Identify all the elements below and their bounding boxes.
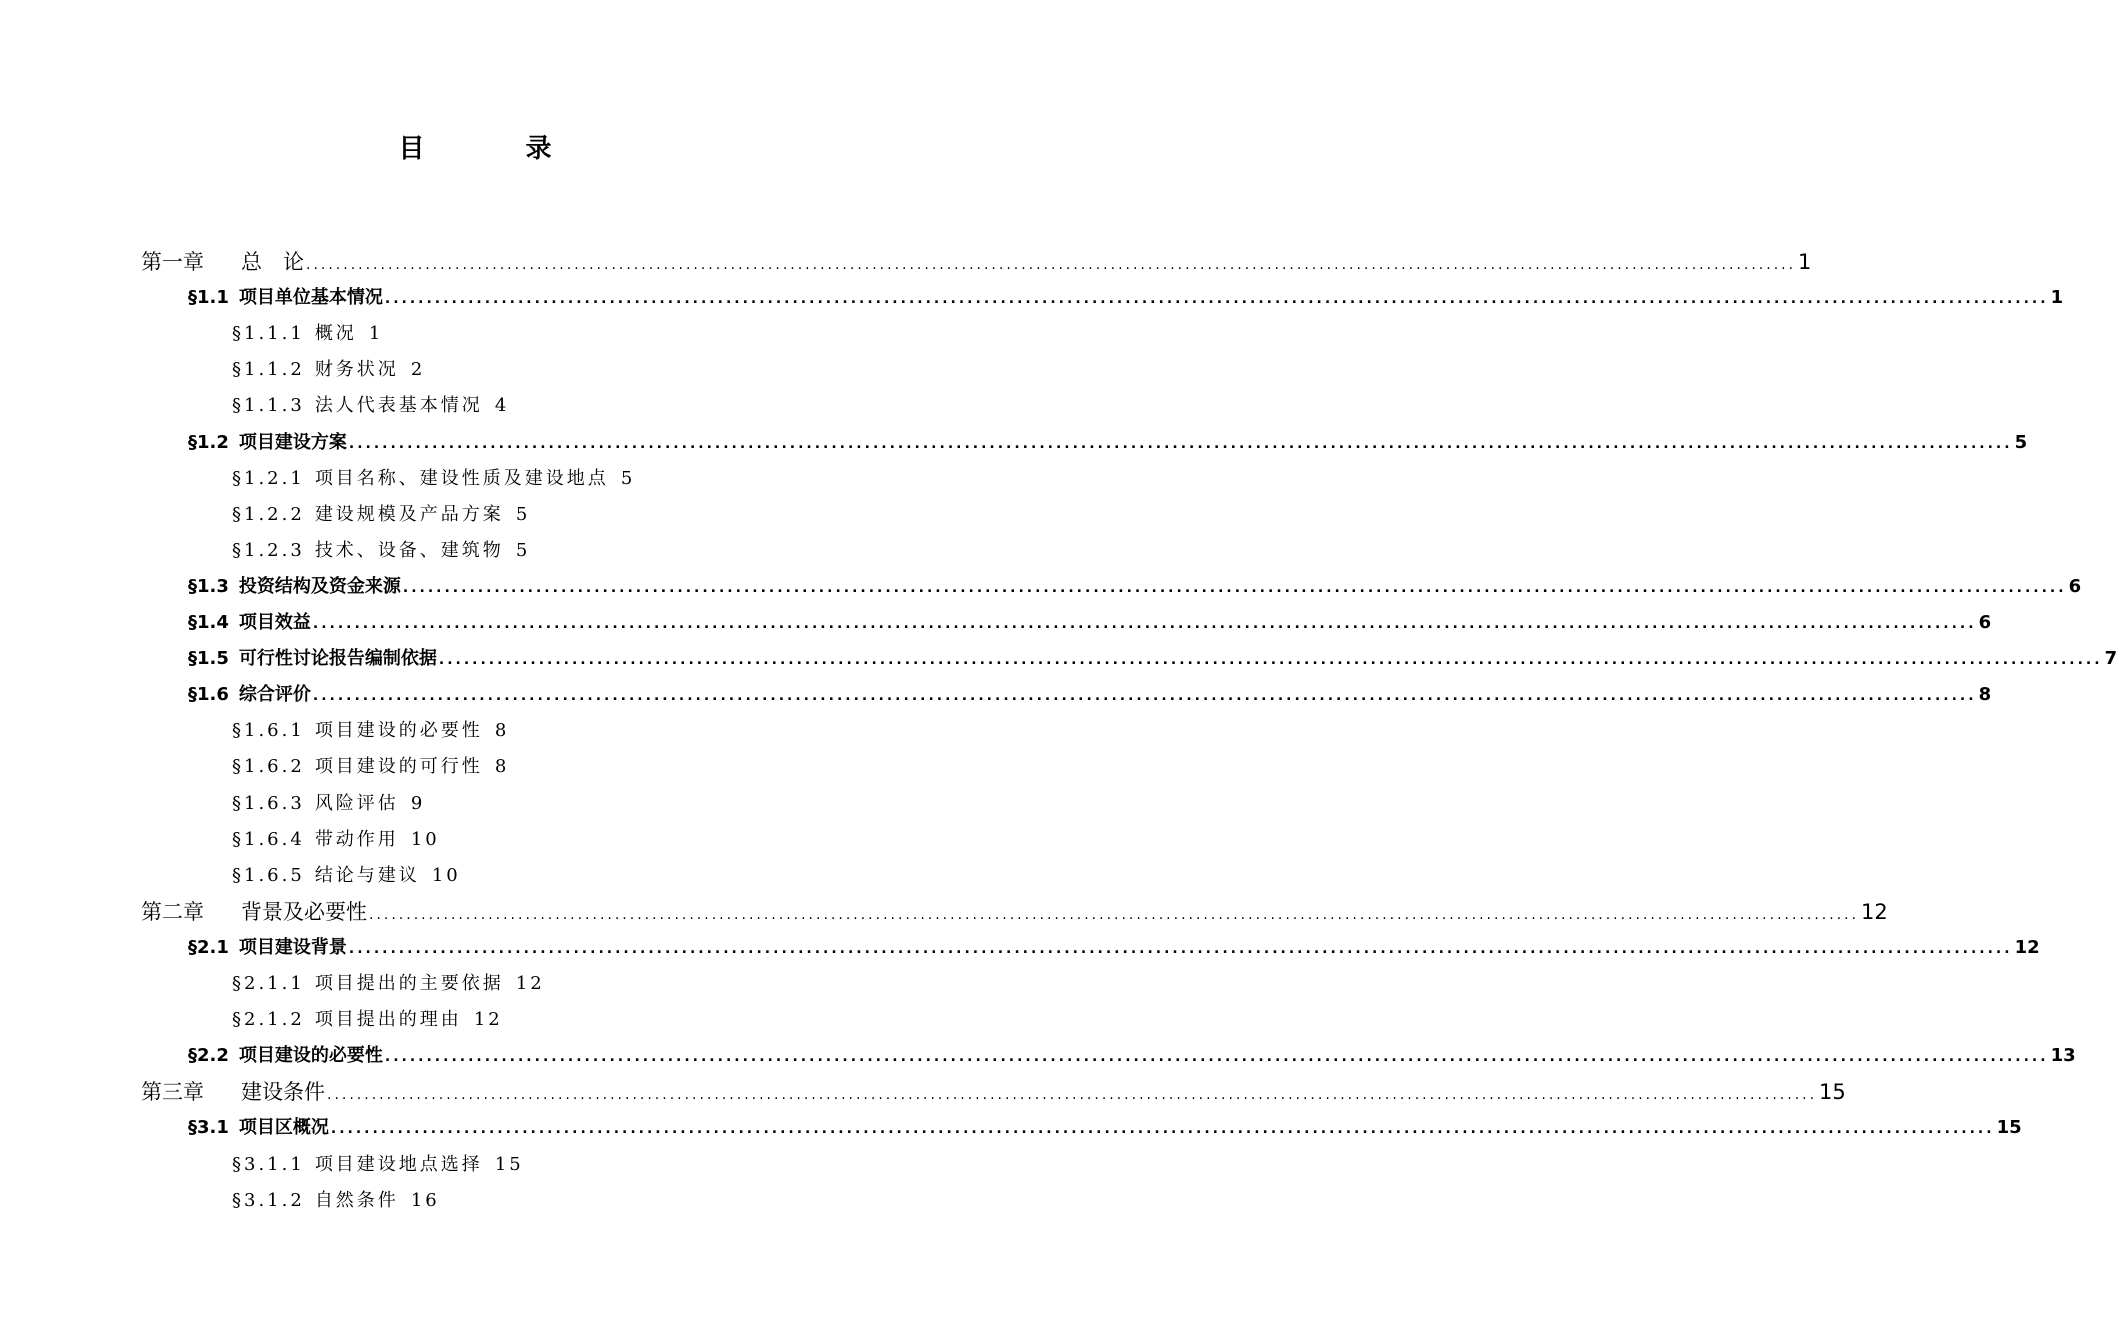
toc-entry-sub[interactable] — [232, 1147, 524, 1183]
toc-entry-number: §1.6.1 — [232, 720, 305, 742]
toc-page-number: 12 — [515, 973, 545, 994]
toc-entry-title: 建设条件 — [241, 1080, 325, 1105]
toc-entry-number: §1.3 — [188, 575, 229, 597]
toc-dot-leader: ........................................................................................................................................................................................................ — [369, 906, 1860, 923]
toc-entry-sub[interactable] — [232, 713, 509, 749]
toc-entry-title: 概况 — [314, 323, 357, 345]
toc-entry-sub[interactable] — [232, 749, 509, 785]
toc-entry-title: 项目区概况 — [238, 1117, 329, 1139]
toc-entry-title: 可行性讨论报告编制依据 — [238, 648, 437, 670]
toc-dot-leader: ........................................................................................................................................................................................................ — [312, 616, 1977, 632]
toc-entry-number: §1.6 — [188, 684, 229, 706]
toc-entry-title: 背景及必要性 — [241, 899, 367, 924]
toc-entry-sub[interactable] — [232, 497, 530, 533]
toc-entry-number: §1.5 — [188, 648, 229, 670]
toc-entry-number: §3.1.1 — [232, 1153, 305, 1175]
toc-entry-title: 项目单位基本情况 — [238, 287, 383, 309]
toc-entry-sub[interactable] — [232, 1002, 503, 1038]
toc-entry-number: §3.1.2 — [232, 1189, 305, 1211]
toc-entry-title: 项目提出的理由 — [314, 1009, 462, 1031]
toc-entry-number: §1.2.2 — [232, 503, 305, 525]
toc-page-number: 9 — [410, 792, 426, 814]
toc-entry-number: 第三章 — [141, 1080, 204, 1105]
toc-entry-number: §1.2.1 — [232, 467, 305, 489]
toc-entry-sub[interactable] — [232, 966, 545, 1002]
toc-entry-title: 项目建设的可行性 — [314, 756, 483, 778]
toc-entry-number: §1.1 — [188, 287, 229, 309]
toc-entry-section[interactable] — [188, 1038, 2076, 1074]
toc-entry-number: §1.1.1 — [232, 323, 305, 345]
toc-entry-title: 总 论 — [241, 250, 304, 274]
toc-page-number: 13 — [2050, 1045, 2076, 1067]
toc-entry-title: 财务状况 — [314, 359, 399, 381]
toc-entry-number: 第二章 — [141, 899, 204, 924]
toc-dot-leader: ........................................................................................................................................................................................................ — [402, 579, 2067, 596]
toc-entry-sub[interactable] — [232, 352, 425, 388]
toc-page-number: 15 — [1819, 1080, 1846, 1105]
toc-entry-title: 带动作用 — [314, 828, 399, 850]
toc-entry-sub[interactable] — [232, 1183, 440, 1219]
toc-dot-leader: ........................................................................................................................................................................................................ — [348, 435, 2013, 452]
toc-dot-leader: ........................................................................................................................................................................................................ — [384, 1049, 2049, 1066]
toc-page-number: 6 — [2068, 575, 2082, 597]
toc-entry-number: §2.1 — [188, 936, 229, 958]
toc-entry-title: 投资结构及资金来源 — [238, 575, 401, 597]
toc-entry-title: 项目名称、建设性质及建设地点 — [314, 467, 609, 489]
toc-page-number: 1 — [2050, 287, 2064, 309]
toc-entry-title: 技术、设备、建筑物 — [314, 539, 504, 561]
toc-entry-chapter[interactable] — [141, 244, 1812, 280]
toc-entry-title: 风险评估 — [314, 792, 399, 814]
toc-entry-sub[interactable] — [232, 388, 509, 424]
toc-entry-chapter[interactable] — [141, 894, 1888, 930]
toc-entry-title: 结论与建议 — [314, 864, 420, 886]
toc-entry-number: §1.2 — [188, 431, 229, 453]
toc-entry-sub[interactable] — [232, 533, 530, 569]
toc-dot-leader: ........................................................................................................................................................................................................ — [330, 1121, 1995, 1138]
toc-entry-number: §2.1.2 — [232, 1009, 305, 1031]
toc-entry-section[interactable] — [188, 280, 2064, 316]
toc-entry-sub[interactable] — [232, 858, 461, 894]
toc-entry-section[interactable] — [188, 569, 2082, 605]
toc-page-number: 8 — [494, 720, 510, 742]
toc-page-number: 1 — [1798, 250, 1812, 274]
toc-entry-number: §1.6.2 — [232, 756, 305, 778]
toc-entry-number: 第一章 — [141, 250, 204, 274]
toc-dot-leader: ........................................................................................................................................................................................................ — [312, 688, 1977, 705]
toc-entry-section[interactable] — [188, 1110, 2022, 1146]
toc-entry-number: §1.1.2 — [232, 359, 305, 381]
toc-entry-number: §3.1 — [188, 1117, 229, 1139]
toc-entry-sub[interactable] — [232, 822, 440, 858]
toc-entry-title: 项目提出的主要依据 — [314, 973, 504, 994]
toc-entry-number: §1.6.5 — [232, 864, 305, 886]
toc-page-number: 4 — [494, 395, 510, 417]
toc-page-number: 7 — [2104, 648, 2117, 670]
toc-entry-sub[interactable] — [232, 786, 425, 822]
toc-dot-leader: ........................................................................................................................................................................................................ — [438, 652, 2103, 669]
toc-entry-title: 项目建设的必要性 — [238, 1045, 383, 1067]
toc-page-number: 6 — [1978, 612, 1992, 633]
toc-page-number: 8 — [494, 756, 510, 778]
toc-entry-title: 项目建设背景 — [238, 936, 347, 958]
toc-page-number: 15 — [1996, 1117, 2022, 1139]
toc-page-number: 10 — [431, 864, 461, 886]
toc-page-number: 2 — [410, 359, 426, 381]
toc-entry-title: 综合评价 — [238, 684, 311, 706]
toc-page-number: 15 — [494, 1153, 524, 1175]
toc-entry-section[interactable] — [188, 425, 2028, 461]
toc-dot-leader: ........................................................................................................................................................................................................ — [384, 291, 2049, 308]
toc-entry-title: 项目建设地点选择 — [314, 1153, 483, 1175]
page-title: 目 录 — [398, 134, 598, 164]
toc-page-number: 12 — [2014, 936, 2040, 958]
toc-entry-section[interactable] — [188, 641, 2117, 677]
toc-page-number: 12 — [1861, 899, 1888, 924]
toc-page-number: 5 — [515, 539, 531, 561]
toc-entry-title: 项目效益 — [238, 612, 311, 633]
toc-page-number: 5 — [620, 467, 636, 489]
toc-entry-title: 项目建设方案 — [238, 431, 347, 453]
toc-entry-chapter[interactable] — [141, 1074, 1846, 1110]
toc-entry-number: §2.1.1 — [232, 973, 305, 994]
toc-page-number: 5 — [2014, 431, 2028, 453]
toc-entry-sub[interactable] — [232, 316, 383, 352]
toc-entry-title: 建设规模及产品方案 — [314, 503, 504, 525]
toc-entry-title: 法人代表基本情况 — [314, 395, 483, 417]
toc-page-number: 1 — [368, 323, 384, 345]
toc-entry-section[interactable] — [188, 605, 1992, 641]
toc-page-number: 8 — [1978, 684, 1992, 706]
toc-entry-number: §1.1.3 — [232, 395, 305, 417]
toc-entry-number: §1.4 — [188, 612, 229, 633]
toc-dot-leader: ........................................................................................................................................................................................................ — [327, 1087, 1818, 1104]
toc-page-number: 12 — [473, 1009, 503, 1031]
toc-entry-section[interactable] — [188, 930, 2040, 966]
toc-entry-number: §2.2 — [188, 1045, 229, 1067]
toc-entry-title: 自然条件 — [314, 1189, 399, 1211]
toc-page-number: 10 — [410, 828, 440, 850]
toc-entry-number: §1.6.4 — [232, 828, 305, 850]
toc-entry-section[interactable] — [188, 677, 1992, 713]
toc-entry-number: §1.2.3 — [232, 539, 305, 561]
toc-entry-sub[interactable] — [232, 461, 635, 497]
toc-dot-leader: ........................................................................................................................................................................................................ — [306, 257, 1797, 273]
toc-page-number: 5 — [515, 503, 531, 525]
toc-dot-leader: ........................................................................................................................................................................................................ — [348, 940, 2013, 957]
toc-page-number: 16 — [410, 1189, 440, 1211]
toc-entry-number: §1.6.3 — [232, 792, 305, 814]
toc-entry-title: 项目建设的必要性 — [314, 720, 483, 742]
